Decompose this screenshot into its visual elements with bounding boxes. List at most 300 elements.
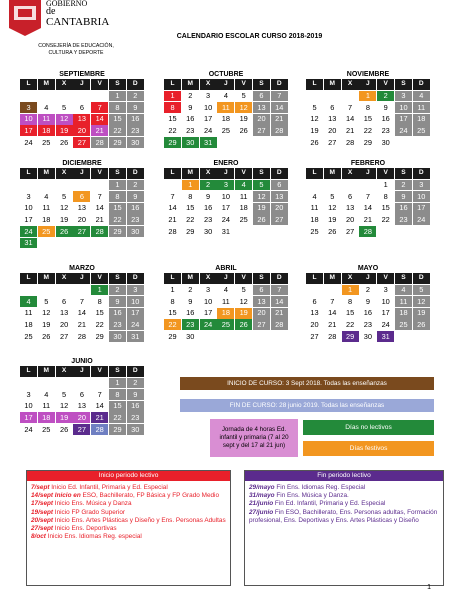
period-item bbox=[31, 500, 226, 508]
day-cell: 17 bbox=[203, 114, 213, 124]
empty-cell bbox=[38, 378, 55, 389]
day-cell: 20 bbox=[73, 412, 90, 423]
month-grid bbox=[164, 79, 288, 148]
month-grid bbox=[306, 79, 430, 148]
weekday-header: X bbox=[342, 273, 359, 284]
weekday-header: M bbox=[324, 79, 341, 90]
day-cell: 21 bbox=[77, 320, 86, 330]
empty-cell bbox=[38, 180, 55, 191]
day-cell: 23 bbox=[203, 215, 213, 225]
day-cell: 8 bbox=[164, 102, 181, 113]
day-cell: 6 bbox=[253, 285, 270, 296]
day-cell: 15 bbox=[186, 203, 195, 213]
day-cell: 25 bbox=[310, 226, 319, 236]
weekday-header: D bbox=[413, 79, 430, 90]
weekday-header: D bbox=[413, 273, 430, 284]
day-cell: 6 bbox=[73, 191, 90, 202]
month-grid bbox=[164, 273, 288, 342]
month-grid bbox=[164, 168, 288, 237]
day-cell: 12 bbox=[328, 203, 337, 213]
day-cell: 12 bbox=[235, 102, 252, 113]
legend-festivos: Días festivos bbox=[303, 441, 434, 456]
empty-cell bbox=[56, 285, 73, 296]
weekday-header: J bbox=[359, 273, 376, 284]
empty-cell bbox=[20, 378, 37, 389]
day-cell: 16 bbox=[381, 114, 390, 124]
day-cell: 6 bbox=[271, 180, 288, 191]
day-cell: 19 bbox=[42, 320, 51, 330]
period-date: 7/sept bbox=[31, 484, 50, 491]
period-text: Inicio Ens. Artes Plásticas y Diseño y Ens. Personas Adultas bbox=[53, 516, 226, 524]
day-cell: 14 bbox=[95, 401, 104, 411]
day-cell: 8 bbox=[170, 296, 175, 306]
day-cell: 23 bbox=[127, 214, 144, 225]
empty-cell bbox=[306, 180, 323, 191]
day-cell: 10 bbox=[20, 114, 37, 125]
day-cell: 24 bbox=[413, 214, 430, 225]
day-cell: 5 bbox=[413, 285, 430, 296]
day-cell: 1 bbox=[182, 180, 199, 191]
day-cell: 25 bbox=[38, 226, 55, 237]
weekday-header: V bbox=[235, 79, 252, 90]
day-cell: 4 bbox=[223, 91, 228, 101]
day-cell: 3 bbox=[26, 191, 31, 201]
day-cell: 7 bbox=[330, 296, 335, 306]
weekday-header: J bbox=[217, 79, 234, 90]
day-cell: 27 bbox=[271, 214, 288, 225]
day-cell: 30 bbox=[127, 137, 144, 148]
day-cell: 26 bbox=[42, 331, 51, 341]
day-cell: 11 bbox=[222, 296, 230, 306]
day-cell: 8 bbox=[109, 102, 126, 113]
period-text: Inicio Ens. Idiomas Reg. especial bbox=[45, 533, 142, 541]
legend-fin-curso: FIN DE CURSO: 28 junio 2019. Todas las enseñanzas bbox=[180, 399, 434, 412]
empty-cell bbox=[56, 91, 73, 102]
day-cell: 18 bbox=[395, 308, 412, 319]
day-cell: 13 bbox=[73, 114, 90, 125]
day-cell: 26 bbox=[59, 137, 69, 147]
day-cell: 19 bbox=[328, 215, 337, 225]
day-cell: 1 bbox=[359, 91, 376, 102]
day-cell: 9 bbox=[395, 191, 412, 202]
weekday-header: M bbox=[182, 168, 199, 179]
weekday-header: J bbox=[73, 79, 90, 90]
inicio-panel-body bbox=[27, 481, 230, 544]
empty-cell bbox=[324, 180, 341, 191]
day-cell: 5 bbox=[62, 389, 67, 399]
weekday-header: J bbox=[217, 273, 234, 284]
day-cell: 10 bbox=[203, 102, 213, 112]
day-cell: 4 bbox=[20, 296, 37, 307]
day-cell: 10 bbox=[203, 296, 213, 306]
weekday-header: L bbox=[306, 79, 323, 90]
day-cell: 8 bbox=[365, 102, 370, 112]
day-cell: 5 bbox=[253, 180, 270, 191]
month-title: DICIEMBRE bbox=[62, 160, 102, 167]
weekday-header: X bbox=[56, 168, 73, 179]
de-text: de bbox=[46, 6, 56, 17]
day-cell: 18 bbox=[221, 114, 230, 124]
weekday-header: M bbox=[38, 168, 55, 179]
day-cell: 2 bbox=[365, 285, 370, 295]
day-cell: 18 bbox=[24, 320, 33, 330]
day-cell: 27 bbox=[345, 226, 355, 236]
day-cell: 28 bbox=[271, 319, 288, 330]
day-cell: 20 bbox=[59, 320, 69, 330]
day-cell: 10 bbox=[127, 296, 144, 307]
day-cell: 6 bbox=[253, 91, 270, 102]
day-cell: 1 bbox=[342, 285, 359, 296]
day-cell: 27 bbox=[328, 137, 337, 147]
empty-cell bbox=[73, 180, 90, 191]
day-cell: 13 bbox=[271, 191, 288, 202]
day-cell: 27 bbox=[73, 424, 90, 435]
day-cell: 26 bbox=[328, 226, 337, 236]
day-cell: 7 bbox=[170, 191, 175, 201]
weekday-header: X bbox=[56, 273, 73, 284]
day-cell: 21 bbox=[95, 215, 104, 225]
day-cell: 3 bbox=[206, 91, 211, 101]
period-date: 27/junio bbox=[249, 508, 274, 516]
day-cell: 28 bbox=[168, 226, 177, 236]
day-cell: 12 bbox=[59, 401, 69, 411]
month-title: OCTUBRE bbox=[208, 71, 244, 78]
period-item bbox=[249, 500, 439, 508]
day-cell: 27 bbox=[253, 319, 270, 330]
day-cell: 10 bbox=[221, 191, 230, 201]
day-cell: 3 bbox=[383, 285, 388, 295]
empty-cell bbox=[359, 180, 376, 191]
day-cell: 9 bbox=[383, 102, 388, 112]
day-cell: 20 bbox=[77, 215, 86, 225]
month-september bbox=[20, 70, 144, 148]
day-cell: 19 bbox=[413, 308, 430, 319]
day-cell: 13 bbox=[59, 308, 69, 318]
day-cell: 14 bbox=[95, 203, 104, 213]
empty-cell bbox=[306, 91, 323, 102]
day-cell: 2 bbox=[127, 180, 144, 191]
weekday-header: V bbox=[91, 273, 108, 284]
day-cell: 9 bbox=[365, 296, 370, 306]
weekday-header: S bbox=[395, 273, 412, 284]
day-cell: 29 bbox=[164, 137, 181, 148]
day-cell: 28 bbox=[328, 331, 337, 341]
month-grid bbox=[306, 273, 430, 342]
day-cell: 3 bbox=[217, 180, 234, 191]
month-grid bbox=[20, 273, 144, 342]
empty-cell bbox=[91, 378, 108, 389]
month-title: MAYO bbox=[357, 265, 379, 272]
day-cell: 26 bbox=[239, 126, 248, 136]
period-text: Fin Ed. Infantil, Primaria y Ed. Especial bbox=[273, 500, 386, 508]
empty-cell bbox=[20, 285, 37, 296]
day-cell: 5 bbox=[62, 191, 67, 201]
day-cell: 29 bbox=[109, 226, 126, 237]
day-cell: 8 bbox=[109, 389, 126, 400]
day-cell: 20 bbox=[253, 114, 270, 125]
weekday-header: M bbox=[38, 79, 55, 90]
period-date: 27/sept bbox=[31, 524, 54, 532]
empty-cell bbox=[164, 180, 181, 191]
weekday-header: S bbox=[109, 273, 126, 284]
day-cell: 31 bbox=[127, 331, 144, 342]
day-cell: 11 bbox=[42, 203, 51, 213]
day-cell: 8 bbox=[97, 296, 102, 306]
day-cell: 22 bbox=[186, 215, 195, 225]
day-cell: 31 bbox=[377, 331, 394, 342]
day-cell: 26 bbox=[253, 214, 270, 225]
day-cell: 24 bbox=[221, 215, 230, 225]
empty-cell bbox=[20, 180, 37, 191]
month-november bbox=[306, 70, 430, 148]
period-date: 14/sept Inicio en bbox=[31, 492, 81, 500]
day-cell: 30 bbox=[109, 331, 126, 342]
day-cell: 1 bbox=[109, 378, 126, 389]
day-cell: 15 bbox=[168, 114, 177, 124]
period-item bbox=[249, 492, 439, 500]
weekday-header: L bbox=[306, 273, 323, 284]
day-cell: 15 bbox=[109, 114, 126, 125]
inicio-periodo-panel bbox=[26, 470, 231, 586]
day-cell: 15 bbox=[109, 401, 126, 412]
day-cell: 25 bbox=[217, 319, 234, 330]
weekday-header: X bbox=[200, 273, 217, 284]
day-cell: 30 bbox=[186, 331, 195, 341]
weekday-header: V bbox=[235, 168, 252, 179]
day-cell: 12 bbox=[310, 114, 319, 124]
day-cell: 24 bbox=[200, 319, 217, 330]
day-cell: 21 bbox=[91, 125, 108, 136]
weekday-header: V bbox=[235, 273, 252, 284]
weekday-header: S bbox=[253, 79, 270, 90]
day-cell: 9 bbox=[127, 389, 144, 400]
day-cell: 7 bbox=[97, 191, 102, 201]
day-cell: 22 bbox=[109, 214, 126, 225]
weekday-header: L bbox=[20, 366, 37, 377]
day-cell: 22 bbox=[363, 126, 372, 136]
day-cell: 7 bbox=[97, 389, 102, 399]
day-cell: 27 bbox=[253, 125, 270, 136]
day-cell: 6 bbox=[312, 296, 317, 306]
day-cell: 2 bbox=[200, 180, 217, 191]
day-cell: 6 bbox=[79, 389, 84, 399]
weekday-header: L bbox=[164, 168, 181, 179]
day-cell: 3 bbox=[127, 285, 144, 296]
day-cell: 17 bbox=[127, 308, 144, 319]
day-cell: 25 bbox=[239, 215, 248, 225]
day-cell: 13 bbox=[345, 203, 355, 213]
day-cell: 20 bbox=[73, 125, 90, 136]
day-cell: 24 bbox=[203, 126, 213, 136]
day-cell: 17 bbox=[395, 114, 412, 125]
day-cell: 17 bbox=[20, 412, 37, 423]
month-title: FEBRERO bbox=[350, 160, 386, 167]
month-may bbox=[306, 264, 430, 342]
weekday-header: L bbox=[306, 168, 323, 179]
page-title: CALENDARIO ESCOLAR CURSO 2018-2019 bbox=[176, 33, 323, 40]
day-cell: 4 bbox=[395, 285, 412, 296]
day-cell: 23 bbox=[182, 319, 199, 330]
day-cell: 13 bbox=[253, 296, 270, 307]
day-cell: 25 bbox=[413, 125, 430, 136]
day-cell: 28 bbox=[271, 125, 288, 136]
day-cell: 26 bbox=[59, 424, 69, 434]
day-cell: 24 bbox=[24, 137, 33, 147]
day-cell: 5 bbox=[44, 296, 49, 306]
day-cell: 14 bbox=[328, 308, 337, 318]
day-cell: 21 bbox=[271, 114, 288, 125]
day-cell: 14 bbox=[77, 308, 86, 318]
day-cell: 28 bbox=[77, 331, 86, 341]
period-date: 31/mayo bbox=[249, 492, 275, 500]
month-grid bbox=[20, 168, 144, 248]
weekday-header: X bbox=[342, 79, 359, 90]
day-cell: 22 bbox=[109, 412, 126, 423]
day-cell: 15 bbox=[95, 308, 104, 318]
day-cell: 19 bbox=[56, 412, 73, 423]
day-cell: 29 bbox=[363, 137, 372, 147]
day-cell: 17 bbox=[20, 125, 37, 136]
period-date: 21/junio bbox=[249, 500, 274, 508]
day-cell: 11 bbox=[24, 308, 33, 318]
day-cell: 12 bbox=[253, 191, 270, 202]
day-cell: 20 bbox=[271, 203, 288, 214]
empty-cell bbox=[56, 378, 73, 389]
day-cell: 23 bbox=[127, 125, 144, 136]
empty-cell bbox=[38, 285, 55, 296]
day-cell: 15 bbox=[345, 308, 355, 318]
month-january bbox=[164, 159, 288, 237]
day-cell: 11 bbox=[38, 114, 55, 125]
weekday-header: J bbox=[359, 79, 376, 90]
day-cell: 3 bbox=[206, 285, 211, 295]
day-cell: 2 bbox=[395, 180, 412, 191]
day-cell: 19 bbox=[59, 215, 69, 225]
empty-cell bbox=[324, 285, 341, 296]
period-text: Inicio Ens. Música y Danza bbox=[53, 500, 132, 508]
day-cell: 11 bbox=[395, 296, 412, 307]
day-cell: 10 bbox=[413, 191, 430, 202]
day-cell: 2 bbox=[127, 91, 144, 102]
month-title: JUNIO bbox=[71, 358, 93, 365]
day-cell: 18 bbox=[239, 203, 248, 213]
day-cell: 17 bbox=[221, 203, 230, 213]
empty-cell bbox=[342, 180, 359, 191]
empty-cell bbox=[73, 378, 90, 389]
weekday-header: L bbox=[20, 273, 37, 284]
day-cell: 7 bbox=[79, 296, 84, 306]
day-cell: 17 bbox=[381, 308, 390, 318]
day-cell: 24 bbox=[127, 319, 144, 330]
day-cell: 4 bbox=[223, 285, 228, 295]
empty-cell bbox=[342, 91, 359, 102]
weekday-header: D bbox=[127, 168, 144, 179]
day-cell: 6 bbox=[79, 102, 84, 112]
month-title: MARZO bbox=[69, 265, 95, 272]
month-title: SEPTIEMBRE bbox=[59, 71, 105, 78]
day-cell: 21 bbox=[363, 215, 372, 225]
weekday-header: D bbox=[271, 79, 288, 90]
fin-periodo-panel bbox=[244, 470, 444, 586]
weekday-header: J bbox=[73, 273, 90, 284]
weekday-header: D bbox=[127, 79, 144, 90]
day-cell: 9 bbox=[109, 296, 126, 307]
day-cell: 23 bbox=[381, 126, 390, 136]
weekday-header: S bbox=[395, 79, 412, 90]
legend-jornada: Jornada de 4 horas Ed. infantil y primaria (7 al 20 sept y del 17 al 21 jun) bbox=[210, 419, 298, 457]
day-cell: 21 bbox=[345, 126, 355, 136]
day-cell: 21 bbox=[168, 215, 177, 225]
month-april bbox=[164, 264, 288, 342]
day-cell: 14 bbox=[271, 296, 288, 307]
day-cell: 16 bbox=[186, 114, 195, 124]
empty-cell bbox=[91, 91, 108, 102]
period-date: 17/sept bbox=[31, 500, 54, 508]
period-item bbox=[249, 509, 439, 525]
day-cell: 20 bbox=[328, 126, 337, 136]
day-cell: 11 bbox=[310, 203, 319, 213]
day-cell: 22 bbox=[95, 320, 104, 330]
day-cell: 18 bbox=[413, 114, 430, 125]
weekday-header: X bbox=[200, 168, 217, 179]
day-cell: 13 bbox=[77, 203, 86, 213]
weekday-header: X bbox=[342, 168, 359, 179]
day-cell: 12 bbox=[239, 296, 248, 306]
day-cell: 29 bbox=[342, 331, 359, 342]
day-cell: 16 bbox=[127, 401, 144, 412]
day-cell: 18 bbox=[217, 308, 234, 319]
period-item bbox=[249, 484, 439, 492]
period-date: 8/oct bbox=[31, 533, 46, 541]
day-cell: 4 bbox=[44, 191, 49, 201]
day-cell: 19 bbox=[235, 308, 252, 319]
period-date: 20/sept bbox=[31, 516, 54, 524]
empty-cell bbox=[56, 180, 73, 191]
day-cell: 26 bbox=[310, 137, 319, 147]
empty-cell bbox=[324, 91, 341, 102]
day-cell: 9 bbox=[127, 191, 144, 202]
day-cell: 13 bbox=[77, 401, 86, 411]
period-item bbox=[31, 484, 226, 492]
month-march bbox=[20, 264, 144, 342]
month-grid bbox=[20, 79, 144, 148]
day-cell: 9 bbox=[127, 102, 144, 113]
weekday-header: D bbox=[413, 168, 430, 179]
day-cell: 10 bbox=[24, 203, 33, 213]
day-cell: 17 bbox=[413, 203, 430, 214]
month-october bbox=[164, 70, 288, 148]
empty-cell bbox=[20, 91, 37, 102]
day-cell: 2 bbox=[109, 285, 126, 296]
day-cell: 20 bbox=[345, 215, 355, 225]
day-cell: 8 bbox=[109, 191, 126, 202]
day-cell: 30 bbox=[182, 137, 199, 148]
day-cell: 23 bbox=[395, 214, 412, 225]
day-cell: 30 bbox=[203, 226, 213, 236]
day-cell: 13 bbox=[253, 102, 270, 113]
weekday-header: V bbox=[377, 79, 394, 90]
month-grid bbox=[20, 366, 144, 435]
period-item bbox=[31, 517, 226, 525]
day-cell: 26 bbox=[235, 319, 252, 330]
day-cell: 31 bbox=[20, 238, 37, 249]
month-june bbox=[20, 357, 144, 435]
day-cell: 16 bbox=[203, 203, 213, 213]
day-cell: 17 bbox=[24, 215, 33, 225]
day-cell: 12 bbox=[42, 308, 51, 318]
day-cell: 22 bbox=[109, 125, 126, 136]
day-cell: 9 bbox=[188, 102, 193, 112]
